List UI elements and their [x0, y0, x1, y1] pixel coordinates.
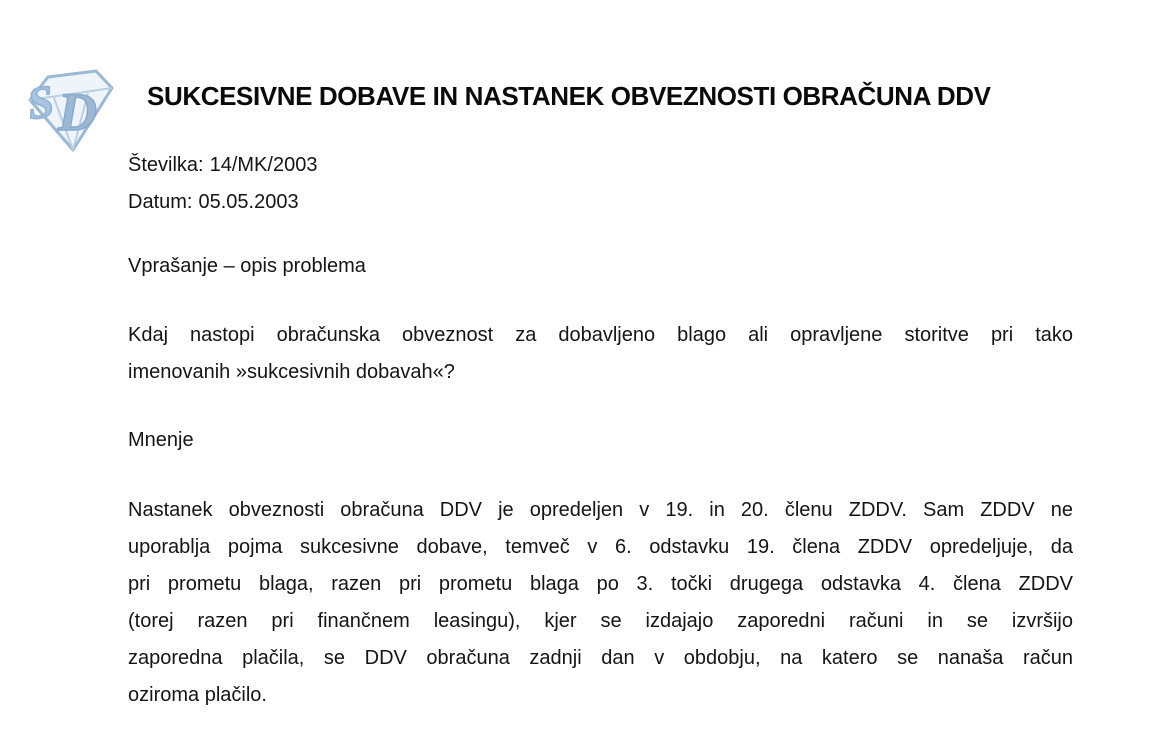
opinion-heading: Mnenje: [128, 429, 194, 451]
opinion-line: zaporedna plačila, se DDV obračuna zadnji dan v obdobju, na katero se nanaša račun: [128, 647, 1073, 669]
question-line: imenovanih »sukcesivnih dobavah«?: [128, 361, 455, 383]
number-label: Številka:: [128, 154, 204, 176]
number-value: 14/MK/2003: [209, 154, 318, 176]
document-date-line: [128, 184, 1073, 221]
sd-diamond-logo-icon: [24, 60, 118, 156]
opinion-line: oziroma plačilo.: [128, 684, 267, 706]
opinion-line: Nastanek obveznosti obračuna DDV je opredeljen v 19. in 20. členu ZDDV. Sam ZDDV ne: [128, 499, 1073, 521]
document-number-line: [128, 147, 1073, 184]
opinion-line: (torej razen pri finančnem leasingu), kjer se izdajajo zaporedni računi in se izvršijo: [128, 610, 1073, 632]
date-label: Datum:: [128, 191, 193, 213]
logo-letter-d: D: [58, 82, 97, 142]
question-line: Kdaj nastopi obračunska obveznost za dobavljeno blago ali opravljene storitve pri tako: [128, 324, 1073, 346]
question-heading: Vprašanje – opis problema: [128, 255, 366, 277]
document-title: SUKCESIVNE DOBAVE IN NASTANEK OBVEZNOSTI OBRAČUNA DDV: [147, 81, 991, 111]
date-value: 05.05.2003: [198, 191, 299, 213]
opinion-line: uporablja pojma sukcesivne dobave, temveč v 6. odstavku 19. člena ZDDV opredeljuje, da: [128, 536, 1073, 558]
sd-diamond-logo-svg: [24, 60, 118, 156]
logo-letter-s: S: [24, 75, 57, 130]
opinion-line: pri prometu blaga, razen pri prometu blaga po 3. točki drugega odstavka 4. člena ZDDV: [128, 573, 1073, 595]
